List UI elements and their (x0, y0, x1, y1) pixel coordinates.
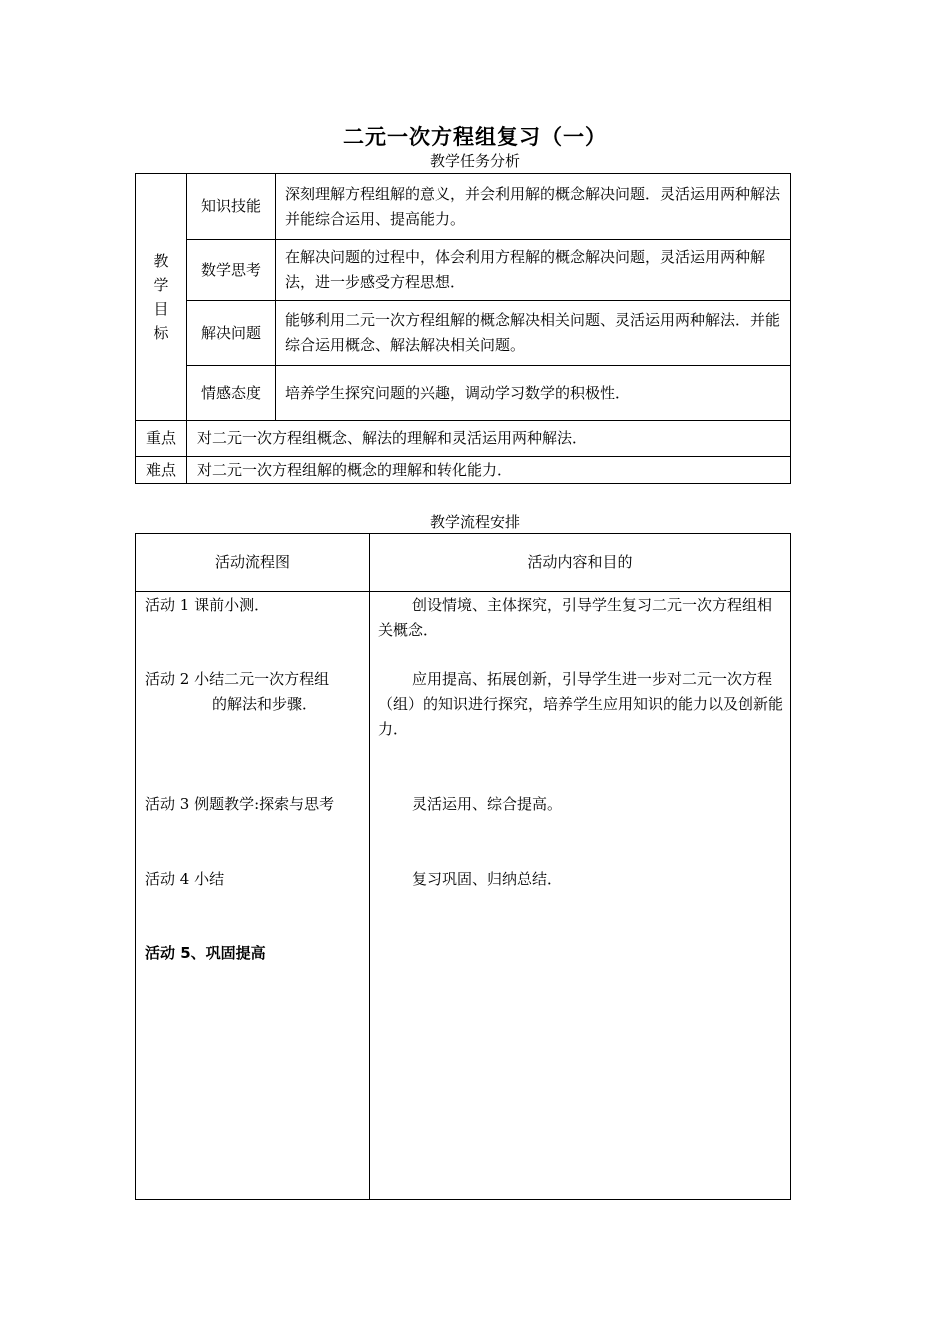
activity-3-content: 灵活运用、综合提高。 (412, 795, 563, 813)
activity-1-name: 活动 1 课前小测． (145, 596, 270, 614)
goal-label-char: 目 (153, 300, 169, 318)
goal-text-attitude: 培养学生探究问题的兴趣，调动学习数学的积极性． (285, 383, 631, 402)
key-point-text: 对二元一次方程组概念、解法的理解和灵活运用两种解法． (197, 429, 588, 447)
activity-2-content: 应用提高、拓展创新，引导学生进一步对二元一次方程（组）的知识进行探究，培养学生应用知识的能力以及创新能力． (378, 670, 784, 738)
activity-4-content: 复习巩固、归纳总结． (412, 870, 563, 888)
key-point-label: 重点 (145, 429, 176, 447)
difficulty-label: 难点 (145, 460, 176, 479)
goal-text-knowledge: 深刻理解方程组解的意义，并会利用解的概念解决问题．灵活运用两种解法并能综合运用、提高能力。 (285, 184, 781, 228)
goal-label-char: 学 (153, 276, 169, 294)
goal-label-knowledge: 知识技能 (200, 197, 261, 215)
goal-label-problem-solving: 解决问题 (200, 323, 261, 342)
activity-2-name-cont: 的解法和步骤． (212, 695, 318, 713)
column-header-content: 活动内容和目的 (527, 553, 633, 571)
activity-5-name: 活动 5、巩固提高 (145, 944, 266, 962)
activity-3-name: 活动 3 例题教学:探索与思考 (145, 795, 335, 813)
goal-text-problem-solving: 能够利用二元一次方程组解的概念解决相关问题、灵活运用两种解法．并能综合运用概念、解法解决相关问题。 (285, 311, 781, 354)
section-heading-task-analysis: 教学任务分析 (429, 152, 520, 170)
goal-text-thinking: 在解决问题的过程中，体会利用方程解的概念解决问题，灵活运用两种解法，进一步感受方程思想． (285, 248, 766, 291)
difficulty-text: 对二元一次方程组解的概念的理解和转化能力． (197, 460, 513, 479)
section-heading-flow: 教学流程安排 (429, 513, 520, 531)
goal-label-thinking: 数学思考 (200, 260, 261, 279)
column-header-flow: 活动流程图 (214, 553, 290, 571)
activity-1-content: 创设情境、主体探究，引导学生复习二元一次方程组相关概念． (378, 596, 773, 639)
goal-label-char: 教 (153, 252, 169, 270)
goal-label-attitude: 情感态度 (200, 383, 261, 402)
goal-label-char: 标 (153, 324, 169, 342)
document-title: 二元一次方程组复习（一） (343, 125, 607, 149)
activity-2-name: 活动 2 小结二元一次方程组 (145, 670, 330, 688)
activity-4-name: 活动 4 小结 (145, 870, 225, 888)
